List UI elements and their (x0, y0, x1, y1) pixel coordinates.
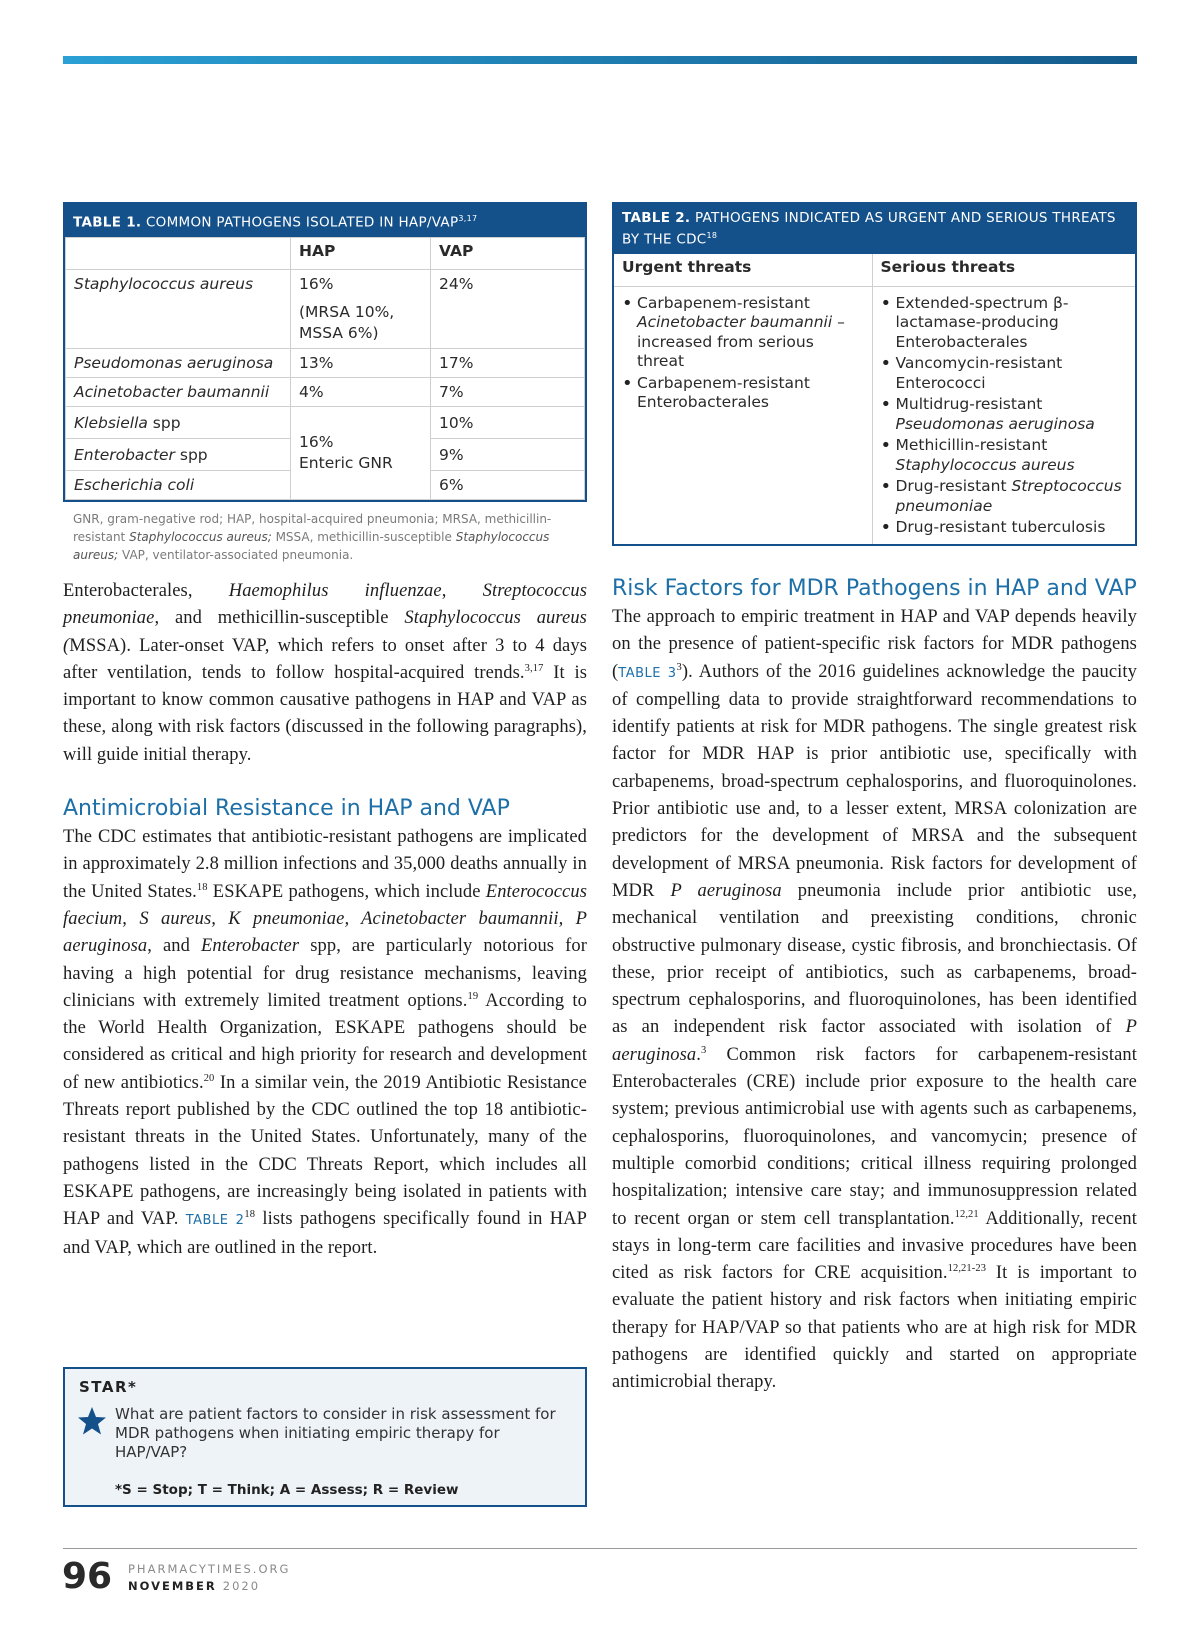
table-1-hap-merged (291, 406, 431, 499)
text-run: Common risk factors for carbapenem-resistant Enterobacterales (CRE) include prior exposure to the health care system; previous antimicrobial use with agents such as carbapenems, cephalosporins, fluoroquinolones, and vancomycin; presence of multiple comorbid conditions; critical illness requiring prolonged hospitalization; intensive care stay; and immunosuppression related to recent organ or stem cell transplantation. (612, 1044, 1137, 1229)
text-run: Additionally, recent stays in long-term care facilities and invasive procedures have been cited as risk factors for CRE acquisition. (612, 1208, 1138, 1284)
text-run: lists pathogens specifically found in HAP and VAP, which are outlined in the report. (63, 1209, 587, 1258)
table-1-header-vap: VAP (431, 237, 585, 269)
footnote-text: MSSA, methicillin-susceptible (271, 529, 456, 544)
citation-ref: 20 (203, 1072, 215, 1084)
table-row (66, 377, 585, 406)
table-2 (612, 202, 1137, 546)
table-2-title-text: PATHOGENS INDICATED AS URGENT AND SERIOUS THREATS BY THE CDC (622, 210, 1116, 248)
section-heading: Risk Factors for MDR Pathogens in HAP and VAP (612, 576, 1137, 601)
list-item-italic: Acinetobacter baumannii (637, 313, 833, 331)
star-icon (77, 1406, 107, 1436)
table-2-link[interactable]: TABLE 2 (185, 1213, 245, 1229)
citation-ref: 18 (244, 1209, 256, 1221)
table-1-pathogen-genus: Enterobacter (74, 445, 175, 464)
list-item-text: Drug-resistant (895, 477, 1012, 495)
text-run: , and methicillin-susceptible (154, 608, 405, 629)
page-number: 96 (62, 1556, 113, 1597)
text-run: spp, are particularly notorious for having a high potential for drug resistance mechanisms, leaving clinicians with extremely limited treatment options. (63, 936, 588, 1011)
list-item (881, 294, 1130, 353)
list-item-text: Multidrug-resistant (895, 395, 1043, 413)
table-2-header-urgent: Urgent threats (614, 254, 872, 287)
table-1-pathogen-spp: spp (147, 413, 181, 432)
text-run: pneumonia include prior antibiotic use, mechanical ventilation and preexisting conditions, chronic obstructive pulmonary disease, cystic fibrosis, and bronchiectasis. Of these, prior receipt of antibiotics, such as carbapenems, broad-spectrum cephalosporins, and fluoroquinolones, has been identified as an independent risk factor associated with isolation of (612, 880, 1137, 1038)
table-1-pathogen-spp: spp (174, 445, 208, 464)
text-run: , and (147, 936, 202, 957)
star-footnote: *S = Stop; T = Think; A = Assess; R = Review (115, 1482, 459, 1498)
text-run: It is important to know common causative pathogens in HAP and VAP as these, along with risk factors (discussed in the following paragraphs), will guide initial therapy. (63, 662, 587, 765)
issue-year: 2020 (222, 1579, 261, 1593)
table-1 (63, 202, 587, 564)
citation-ref: 19 (467, 990, 479, 1002)
list-item-text: Carbapenem-resistant (637, 293, 810, 312)
table-1-vap-value: 10% (431, 406, 585, 438)
list-item (622, 294, 866, 372)
footnote-italic: Staphylococcus aureus; (129, 529, 272, 544)
table-1-pathogen-genus: Klebsiella (74, 413, 148, 432)
table-1-header-blank (66, 237, 291, 269)
list-item (881, 518, 1130, 538)
serious-threats-list (881, 294, 1130, 538)
footnote-text: VAP, ventilator-associated pneumonia. (118, 547, 354, 562)
text-italic: Streptococcus pneumoniae (63, 581, 587, 629)
table-1-vap-value: 17% (431, 348, 585, 377)
text-run: In a similar vein, the 2019 Antibiotic Resistance Threats report published by the CDC outlined the top 18 antibiotic-resistant threats in the United States. Unfortunately, many of the pathogens listed in the CDC Threats Report, which includes all ESKAPE pathogens, are increasingly being isolated in patients with HAP and VAP. (63, 1072, 587, 1230)
right-column-text (612, 576, 1137, 1397)
table-1-title (65, 204, 585, 237)
table-3-link[interactable]: TABLE 3 (618, 665, 677, 681)
star-title: STAR* (79, 1378, 138, 1396)
text-run: Enterobacterales, (63, 581, 229, 601)
table-1-hap-value: 4% (291, 377, 431, 406)
citation-ref: 3 (676, 661, 682, 673)
star-callout-box (63, 1367, 587, 1507)
text-run: The approach to empiric treatment in HAP and VAP depends heavily on the presence of patient-specific risk factors for MDR pathogens ( (612, 607, 1137, 682)
footnote-italic: Staphylococcus aureus; (73, 529, 550, 562)
table-1-vap-value: 7% (431, 377, 585, 406)
text-italic: Enterococcus faecium (63, 881, 587, 929)
list-item-text: Extended-spectrum β-lactamase-producing Enterobacterales (895, 293, 1069, 351)
list-item (881, 354, 1130, 393)
table-2-serious-list-cell (872, 286, 1135, 544)
table-2-title (614, 204, 1135, 254)
table-1-label: TABLE 1. (73, 214, 142, 231)
star-question: What are patient factors to consider in risk assessment for MDR pathogens when initiating empiric therapy for HAP/VAP? (115, 1405, 556, 1461)
text-run: , (122, 908, 140, 929)
list-item-text: Drug-resistant tuberculosis (895, 518, 1106, 536)
table-1-pathogen: Acinetobacter baumannii (66, 377, 291, 406)
text-run: . (696, 1044, 701, 1065)
table-1-pathogen: Staphylococcus aureus (66, 269, 291, 348)
table-1-vap-value: 6% (431, 470, 585, 499)
table-1-pathogen: Pseudomonas aeruginosa (66, 348, 291, 377)
table-1-grid (65, 237, 585, 500)
text-italic: Enterobacter (201, 936, 300, 957)
list-item-italic: Streptococcus pneumoniae (895, 477, 1122, 515)
text-run: ). Authors of the 2016 guidelines acknowledge the paucity of compelling data to provide straightforward recommendations to identify patients at risk for MDR pathogens. The single greatest risk factor for MDR HAP is prior antibiotic use, specifically with carbapenems, broad-spectrum cephalosporins, and fluoroquinolones. Prior antibiotic use and, to a lesser extent, MRSA colonization are predictors for the development of MRSA and the subsequent development of MRSA pneumonia. Risk factors for development of MDR (612, 661, 1138, 901)
table-1-hap-merged-note: Enteric GNR (299, 454, 393, 472)
text-italic: Staphylococcus aureus ( (63, 608, 587, 656)
table-1-title-text: COMMON PATHOGENS ISOLATED IN HAP/VAP (145, 214, 459, 231)
footer-rule (63, 1548, 1137, 1549)
table-1-hap-value: 16% (291, 269, 431, 298)
urgent-threats-list (622, 294, 866, 413)
text-italic: S aureus, K pneumoniae, Acinetobacter baumannii, P aeruginosa (63, 908, 588, 957)
text-run: It is important to evaluate the patient history and risk factors when initiating empiric therapy for HAP/VAP so that patients who are at high risk for MDR pathogens are identified quickly and started on appropriate antimicrobial therapy. (612, 1263, 1137, 1393)
citation-ref: 3 (700, 1044, 707, 1056)
table-1-pathogen: Escherichia coli (66, 470, 291, 499)
text-run: , (441, 581, 483, 601)
table-1-pathogen (66, 406, 291, 438)
text-run: The CDC estimates that antibiotic-resistant pathogens are implicated in approximately 2.8 million infections and 35,000 deaths annually in the United States. (63, 827, 587, 902)
list-item (881, 436, 1130, 475)
table-2-label: TABLE 2. (622, 210, 691, 226)
citation-ref: 3,17 (524, 662, 544, 674)
table-1-vap-value: 9% (431, 438, 585, 470)
table-1-hap-value: 13% (291, 348, 431, 377)
text-italic: P aeruginosa (612, 1017, 1137, 1065)
issue-month: NOVEMBER (128, 1579, 217, 1593)
table-2-grid (614, 254, 1135, 544)
issue-date (128, 1579, 260, 1593)
body-paragraph (63, 578, 587, 769)
body-paragraph (612, 604, 1137, 1397)
table-row (66, 406, 585, 438)
table-1-vap-value: 24% (431, 269, 585, 348)
list-item (881, 477, 1130, 516)
citation-ref: 18 (196, 881, 208, 893)
section-heading: Antimicrobial Resistance in HAP and VAP (63, 796, 510, 822)
citation-ref: 12,21-23 (947, 1262, 987, 1274)
table-1-pathogen (66, 438, 291, 470)
text-italic: Haemophilus influenzae (228, 581, 442, 601)
text-run: MSSA). Later-onset VAP, which refers to onset after 3 to 4 days after ventilation, tends to follow hospital-acquired trends. (63, 635, 587, 683)
list-item (622, 374, 866, 413)
table-2-title-ref: 18 (706, 231, 718, 240)
site-name: PHARMACYTIMES.ORG (128, 1562, 291, 1576)
table-1-hap-merged-value: 16% (299, 433, 334, 451)
table-1-hap-note: (MRSA 10%, MSSA 6%) (291, 298, 431, 349)
footnote-text: GNR, gram-negative rod; HAP, hospital-acquired pneumonia; MRSA, methicillin-resistant (73, 511, 552, 544)
table-1-footnote (63, 510, 587, 564)
text-run: ESKAPE pathogens, which include (207, 881, 486, 902)
list-item-italic: Pseudomonas aeruginosa (895, 414, 1095, 433)
table-1-title-refs: 3,17 (458, 214, 478, 223)
list-item (881, 395, 1130, 434)
table-row (66, 269, 585, 298)
table-2-urgent-list-cell (614, 286, 872, 544)
list-item-text: Methicillin-resistant (895, 436, 1048, 454)
list-item-italic: Staphylococcus aureus (895, 455, 1075, 474)
text-run: According to the World Health Organization, ESKAPE pathogens should be considered as critical and high priority for research and development of new antibiotics. (63, 990, 587, 1093)
table-2-header-serious: Serious threats (872, 254, 1135, 287)
list-item-text: – increased from serious threat (637, 313, 845, 370)
header-accent-bar (63, 56, 1137, 64)
text-italic: P aeruginosa (670, 880, 782, 901)
body-paragraph (63, 824, 587, 1262)
table-row (66, 348, 585, 377)
left-column-text (63, 578, 587, 1262)
list-item-text: Carbapenem-resistant Enterobacterales (637, 373, 810, 411)
citation-ref: 12,21 (954, 1208, 979, 1220)
list-item-text: Vancomycin-resistant Enterococci (895, 354, 1063, 392)
table-1-header-hap: HAP (291, 237, 431, 269)
